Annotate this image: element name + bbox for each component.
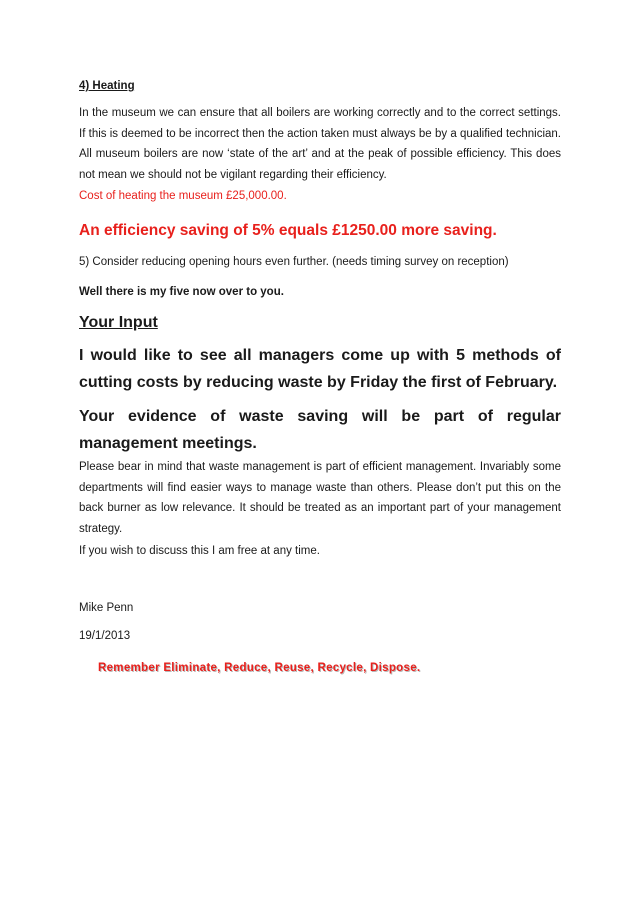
closing-slogan: Remember Eliminate, Reduce, Reuse, Recycle, Dispose. xyxy=(98,662,421,674)
evidence-statement: Your evidence of waste saving will be part of regular management meetings. xyxy=(79,408,561,452)
heating-cost-line: Cost of heating the museum £25,000.00. xyxy=(79,190,287,202)
signature-date: 19/1/2013 xyxy=(79,630,131,642)
item-5-line: 5) Consider reducing opening hours even further. (needs timing survey on reception) xyxy=(79,256,509,268)
heating-paragraph: In the museum we can ensure that all boilers are working correctly and to the correct settings. If this is deemed to be incorrect then the action taken must always be by a qualified technician. All museum boilers are now ‘state of the art’ and at the peak of possible efficiency. This does not mean we should not be vigilant regarding their efficiency. xyxy=(79,107,561,181)
discuss-line: If you wish to discuss this I am free at any time. xyxy=(79,545,320,557)
handover-line: Well there is my five now over to you. xyxy=(79,286,284,298)
managers-request: I would like to see all managers come up with 5 methods of cutting costs by reducing waste by Friday the first of February. xyxy=(79,347,561,391)
waste-management-paragraph: Please bear in mind that waste management is part of efficient management. Invariably some departments will find easier ways to manage waste than others. Please don’t put this on the back burner as low relevance. It should be treated as an important part of your management strategy. xyxy=(79,461,561,535)
section-heading: 4) Heating xyxy=(79,80,135,92)
signature-name: Mike Penn xyxy=(79,602,134,614)
efficiency-saving-line: An efficiency saving of 5% equals £1250.00 more saving. xyxy=(79,222,497,239)
your-input-heading: Your Input xyxy=(79,314,158,331)
